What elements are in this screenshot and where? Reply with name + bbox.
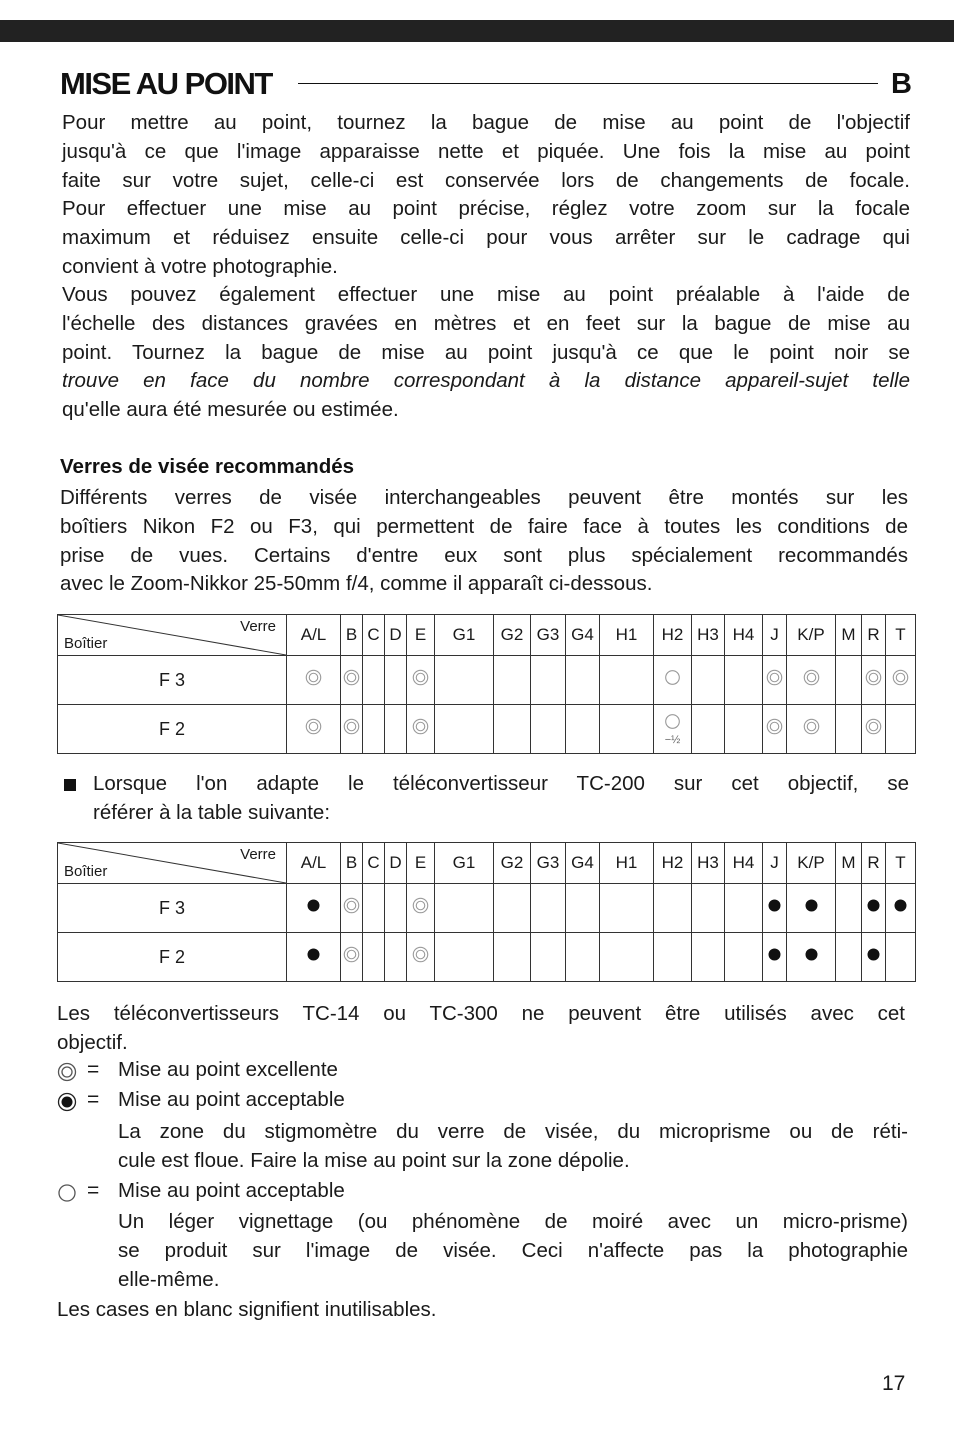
- double-circle-icon: [412, 669, 429, 686]
- paragraph-incompatible: [57, 1000, 905, 1058]
- text-line: faite sur votre sujet, celle-ci est conservée lors de changements de focale.: [62, 168, 910, 192]
- open-circle-icon: [664, 713, 681, 730]
- column-header: J: [763, 843, 787, 884]
- compat-cell: [763, 884, 787, 933]
- double-circle-icon: [343, 897, 360, 914]
- compat-cell: [654, 884, 692, 933]
- column-header: E: [407, 843, 435, 884]
- text-line: Les téléconvertisseurs TC-14 ou TC-300 ne peuvent être utilisés avec cet: [57, 1002, 905, 1025]
- legend-vignetting-description: [118, 1208, 908, 1294]
- double-circle-icon: [305, 718, 322, 735]
- compat-cell: [725, 884, 763, 933]
- boitier-label: Boîtier: [64, 863, 108, 880]
- heading: [60, 64, 912, 104]
- column-header: T: [886, 615, 916, 656]
- legend-acceptable-description: [118, 1118, 908, 1176]
- compat-cell: [287, 656, 341, 705]
- teleconverter-table: [57, 842, 916, 982]
- text-line: maximum et réduisez ensuite celle-ci pour vous arrêter sur le cadrage qui: [62, 226, 910, 250]
- column-header: H1: [600, 843, 654, 884]
- filled-circle-icon: [866, 898, 881, 913]
- column-header: R: [862, 843, 886, 884]
- filled-circle-icon: [893, 898, 908, 913]
- compat-cell: [836, 884, 862, 933]
- legend-text-acceptable: Mise au point acceptable: [118, 1088, 345, 1111]
- table-corner-cell: [58, 615, 287, 656]
- compat-cell: [407, 933, 435, 982]
- compat-cell: [531, 884, 566, 933]
- compat-cell: [287, 884, 341, 933]
- compat-cell: [600, 705, 654, 754]
- compat-cell: [725, 656, 763, 705]
- double-circle-icon: [343, 946, 360, 963]
- column-header: G1: [435, 843, 494, 884]
- column-header: A/L: [287, 615, 341, 656]
- paragraph-distance-scale: [62, 281, 910, 425]
- compat-cell: [836, 656, 862, 705]
- compat-cell: [435, 884, 494, 933]
- compat-cell: [787, 933, 836, 982]
- compat-cell: [862, 884, 886, 933]
- column-header: H2: [654, 615, 692, 656]
- compat-cell: [385, 884, 407, 933]
- column-header: R: [862, 615, 886, 656]
- compat-cell: [692, 705, 725, 754]
- column-header: E: [407, 615, 435, 656]
- compat-cell: [692, 884, 725, 933]
- column-header: J: [763, 615, 787, 656]
- filled-circle-icon: [804, 898, 819, 913]
- column-header: M: [836, 843, 862, 884]
- column-header: B: [341, 615, 363, 656]
- compat-cell: [600, 884, 654, 933]
- filled-circle-icon: [57, 1092, 77, 1112]
- compat-cell: [725, 705, 763, 754]
- compat-cell: [531, 656, 566, 705]
- column-header: G4: [566, 843, 600, 884]
- column-header: H1: [600, 615, 654, 656]
- column-header: H3: [692, 615, 725, 656]
- column-header: D: [385, 615, 407, 656]
- double-circle-icon: [57, 1062, 77, 1082]
- column-header: C: [363, 843, 385, 884]
- text-line: Vous pouvez également effectuer une mise au point préalable à l'aide de: [62, 283, 910, 306]
- table-header-row: [58, 843, 916, 884]
- compat-cell: [600, 656, 654, 705]
- subheading-screens: Verres de visée recommandés: [60, 455, 355, 478]
- compat-cell: [363, 933, 385, 982]
- double-circle-icon: [412, 897, 429, 914]
- compat-cell: [566, 705, 600, 754]
- body-label: F 2: [58, 705, 287, 754]
- table-row: [58, 884, 916, 933]
- page-number: 17: [882, 1372, 906, 1395]
- compat-cell: [494, 705, 531, 754]
- compat-cell: [654, 933, 692, 982]
- text-line: La zone du stigmomètre du verre de visée, du microprisme ou de réti-: [118, 1120, 908, 1143]
- column-header: G2: [494, 843, 531, 884]
- text-line: point. Tournez la bague de mise au point jusqu'à ce que le point noir se: [62, 340, 910, 364]
- text-line: Pour mettre au point, tournez la bague de mise au point de l'objectif: [62, 111, 910, 134]
- compat-cell: [407, 705, 435, 754]
- text-line: Différents verres de visée interchangeables peuvent être montés sur les: [60, 486, 908, 509]
- compat-cell: [435, 933, 494, 982]
- paragraph-screens: [60, 484, 908, 599]
- column-header: D: [385, 843, 407, 884]
- verre-label: Verre: [240, 846, 276, 863]
- compat-cell: [494, 656, 531, 705]
- column-header: G1: [435, 615, 494, 656]
- column-header: K/P: [787, 615, 836, 656]
- column-header: G3: [531, 615, 566, 656]
- column-header: H4: [725, 843, 763, 884]
- double-circle-icon: [766, 669, 783, 686]
- column-header: H3: [692, 843, 725, 884]
- column-header: H4: [725, 615, 763, 656]
- compat-cell: [787, 656, 836, 705]
- table-row: [58, 705, 916, 754]
- double-circle-icon: [343, 718, 360, 735]
- double-circle-icon: [305, 669, 322, 686]
- text-line: Un léger vignettage (ou phénomène de moiré avec un micro-prisme): [118, 1210, 908, 1233]
- compat-cell: [363, 705, 385, 754]
- double-circle-icon: [412, 718, 429, 735]
- heading-rule: [298, 83, 878, 84]
- legend-text-acceptable-open: Mise au point acceptable: [118, 1179, 345, 1202]
- text-line: objectif.: [57, 1030, 128, 1054]
- compat-cell: [531, 705, 566, 754]
- text-line: boîtiers Nikon F2 ou F3, qui permettent de faire face à toutes les conditions de: [60, 514, 908, 538]
- text-line: référer à la table suivante:: [93, 800, 331, 824]
- equals-sign: =: [87, 1088, 100, 1111]
- compat-cell: [836, 705, 862, 754]
- equals-sign: =: [87, 1179, 100, 1202]
- column-header: T: [886, 843, 916, 884]
- compat-cell: [531, 933, 566, 982]
- compat-cell: [886, 656, 916, 705]
- boitier-label: Boîtier: [64, 635, 108, 652]
- compat-cell: [566, 884, 600, 933]
- compat-cell: [836, 933, 862, 982]
- filled-circle-icon: [306, 947, 321, 962]
- compat-cell: [654, 656, 692, 705]
- text-line: jusqu'à ce que l'image apparaisse nette et piquée. Une fois la mise au point: [62, 139, 910, 163]
- column-header: G3: [531, 843, 566, 884]
- text-line: prise de vues. Certains d'entre eux sont plus spécialement recommandés: [60, 543, 908, 567]
- compat-cell: [341, 656, 363, 705]
- compat-cell: [566, 933, 600, 982]
- text-line: avec le Zoom-Nikkor 25-50mm f/4, comme il apparaît ci-dessous.: [60, 572, 653, 596]
- table-row: [58, 656, 916, 705]
- compat-cell: [407, 884, 435, 933]
- body-label: F 3: [58, 656, 287, 705]
- compat-cell: [763, 933, 787, 982]
- compat-cell: [692, 656, 725, 705]
- compat-cell: [862, 933, 886, 982]
- open-circle-icon: [664, 669, 681, 686]
- screen-table: [57, 614, 916, 754]
- double-circle-icon: [343, 669, 360, 686]
- legend-text-excellent: Mise au point excellente: [118, 1058, 338, 1081]
- filled-circle-icon: [804, 947, 819, 962]
- text-line: cule est floue. Faire la mise au point sur la zone dépolie.: [118, 1148, 630, 1172]
- body-label: F 2: [58, 933, 287, 982]
- column-header: C: [363, 615, 385, 656]
- double-circle-icon: [412, 946, 429, 963]
- compat-cell: [363, 884, 385, 933]
- compat-cell: [407, 656, 435, 705]
- compat-cell: [494, 933, 531, 982]
- compat-cell: [886, 884, 916, 933]
- double-circle-icon: [892, 669, 909, 686]
- compat-cell: [341, 884, 363, 933]
- double-circle-icon: [865, 669, 882, 686]
- compat-cell: [287, 933, 341, 982]
- body-label: F 3: [58, 884, 287, 933]
- table-corner-cell: [58, 843, 287, 884]
- column-header: A/L: [287, 843, 341, 884]
- filled-circle-icon: [866, 947, 881, 962]
- compat-cell: [494, 884, 531, 933]
- compat-cell: [886, 705, 916, 754]
- equals-sign: =: [87, 1058, 100, 1081]
- compat-cell: [862, 705, 886, 754]
- double-circle-icon: [865, 718, 882, 735]
- compat-cell: [763, 705, 787, 754]
- compat-cell: [385, 933, 407, 982]
- compat-cell: [566, 656, 600, 705]
- text-line: trouve en face du nombre correspondant à la distance appareil-sujet telle: [62, 369, 910, 393]
- column-header: G4: [566, 615, 600, 656]
- column-header: K/P: [787, 843, 836, 884]
- text-line: Lorsque l'on adapte le téléconvertisseur TC-200 sur cet objectif, se: [93, 772, 909, 795]
- filled-circle-icon: [767, 898, 782, 913]
- compat-cell: [385, 656, 407, 705]
- text-line: convient à votre photographie.: [62, 254, 338, 278]
- filled-circle-icon: [767, 947, 782, 962]
- paragraph-teleconverter: [93, 770, 909, 828]
- paragraph-blank-cells: Les cases en blanc signifient inutilisables.: [57, 1298, 437, 1321]
- text-line: qu'elle aura été mesurée ou estimée.: [62, 398, 399, 422]
- compat-cell: [341, 705, 363, 754]
- open-circle-icon: [57, 1183, 77, 1203]
- filled-circle-icon: [306, 898, 321, 913]
- compat-cell: [435, 656, 494, 705]
- top-bar: [0, 20, 954, 42]
- text-line: Pour effectuer une mise au point précise, réglez votre zoom sur la focale: [62, 197, 910, 221]
- double-circle-icon: [803, 669, 820, 686]
- double-circle-icon: [803, 718, 820, 735]
- compat-cell: [385, 705, 407, 754]
- text-line: se produit sur l'image de visée. Ceci n'affecte pas la photographie: [118, 1238, 908, 1262]
- verre-label: Verre: [240, 618, 276, 635]
- compat-cell: [654, 705, 692, 754]
- compat-cell: [763, 656, 787, 705]
- column-header: G2: [494, 615, 531, 656]
- compat-cell: [287, 705, 341, 754]
- compat-cell: [341, 933, 363, 982]
- column-header: H2: [654, 843, 692, 884]
- compat-cell: [363, 656, 385, 705]
- cell-note: −½: [664, 733, 681, 746]
- table-row: [58, 933, 916, 982]
- column-header: M: [836, 615, 862, 656]
- double-circle-icon: [766, 718, 783, 735]
- compat-cell: [886, 933, 916, 982]
- text-line: l'échelle des distances gravées en mètres et en feet sur la bague de mise au: [62, 311, 910, 335]
- column-header: B: [341, 843, 363, 884]
- bullet-square: [64, 779, 76, 791]
- compat-cell: [862, 656, 886, 705]
- compat-cell: [692, 933, 725, 982]
- page-title: MISE AU POINT: [60, 66, 272, 101]
- paragraph-focusing: [62, 109, 910, 282]
- compat-cell: [787, 705, 836, 754]
- text-line: elle-même.: [118, 1267, 220, 1291]
- table-header-row: [58, 615, 916, 656]
- compat-cell: [725, 933, 763, 982]
- compat-cell: [600, 933, 654, 982]
- compat-cell: [787, 884, 836, 933]
- section-letter: B: [891, 68, 912, 100]
- compat-cell: [435, 705, 494, 754]
